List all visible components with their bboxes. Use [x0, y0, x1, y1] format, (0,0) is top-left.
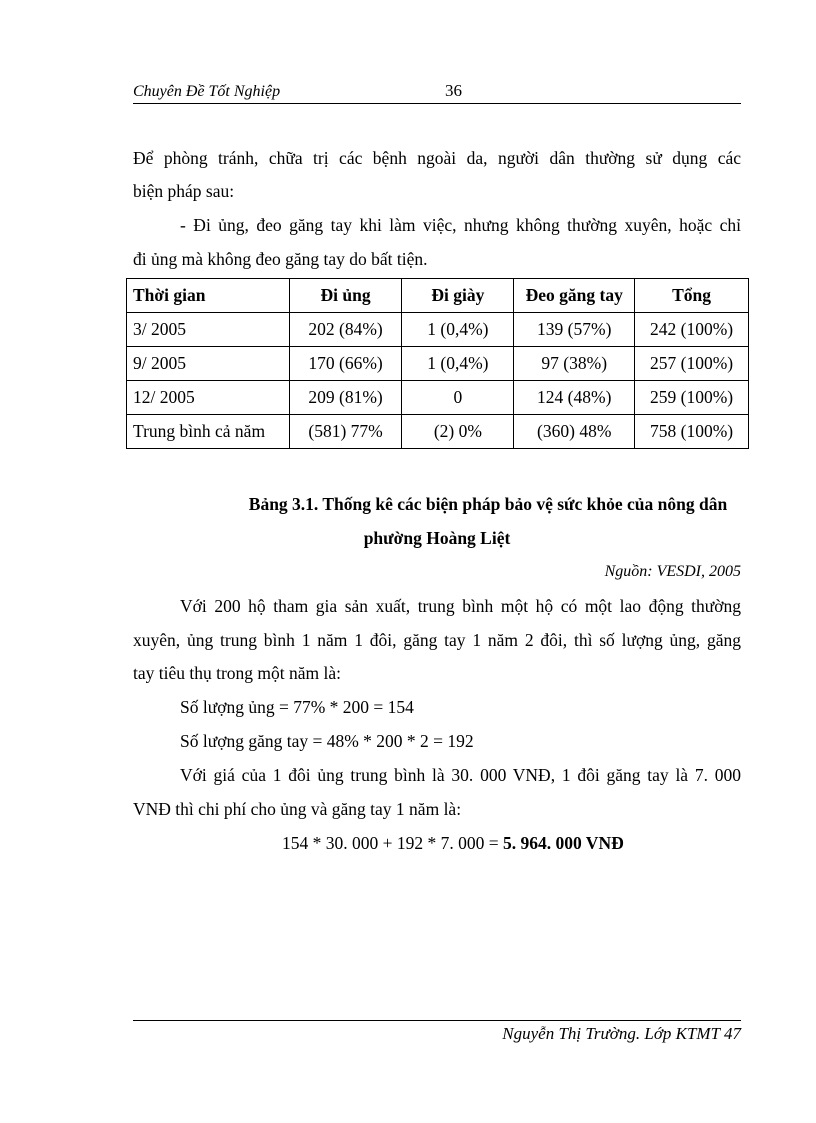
table-header-cell: Thời gian — [127, 279, 290, 313]
calculation-line: Số lượng ủng = 77% * 200 = 154 — [180, 697, 414, 717]
table-source: Nguồn: VESDI, 2005 — [604, 563, 741, 580]
table-cell: Trung bình cả năm — [127, 415, 290, 449]
table-cell: (2) 0% — [402, 415, 514, 449]
paragraph-line: Với 200 hộ tham gia sản xuất, trung bình một hộ có một lao động thường — [180, 596, 741, 616]
paragraph-line: đi ủng mà không đeo găng tay do bất tiện. — [133, 249, 428, 269]
table-cell: 209 (81%) — [289, 381, 402, 415]
header-title: Chuyên Đề Tốt Nghiệp — [133, 83, 281, 100]
table-row — [127, 313, 749, 347]
table-cell: 202 (84%) — [289, 313, 402, 347]
table-cell: 12/ 2005 — [127, 381, 290, 415]
page-number: 36 — [445, 81, 462, 100]
statistics-table — [126, 278, 749, 449]
table-cell: 1 (0,4%) — [402, 347, 514, 381]
paragraph-line: VNĐ thì chi phí cho ủng và găng tay 1 năm là: — [133, 799, 462, 819]
cost-formula — [282, 833, 624, 853]
header-divider — [133, 103, 741, 104]
table-caption: Bảng 3.1. Thống kê các biện pháp bảo vệ sức khỏe của nông dân — [248, 494, 728, 514]
table-cell: 257 (100%) — [635, 347, 749, 381]
table-header-cell: Đi ủng — [289, 279, 402, 313]
paragraph-line: xuyên, ủng trung bình 1 năm 1 đôi, găng tay 1 năm 2 đôi, thì số lượng ủng, găng — [133, 630, 741, 650]
formula-result: 5. 964. 000 VNĐ — [503, 833, 624, 853]
footer-divider — [133, 1020, 741, 1021]
table-row — [127, 347, 749, 381]
formula-expression: 154 * 30. 000 + 192 * 7. 000 = — [282, 833, 503, 853]
paragraph-line: - Đi ủng, đeo găng tay khi làm việc, nhưng không thường xuyên, hoặc chỉ — [180, 215, 741, 235]
table-cell: 139 (57%) — [514, 313, 635, 347]
table-caption-line2: phường Hoàng Liệt — [363, 528, 511, 548]
table-cell: 9/ 2005 — [127, 347, 290, 381]
table-header-row — [127, 279, 749, 313]
table-cell: (360) 48% — [514, 415, 635, 449]
table-cell: 0 — [402, 381, 514, 415]
table-cell: 242 (100%) — [635, 313, 749, 347]
calculation-line: Số lượng găng tay = 48% * 200 * 2 = 192 — [180, 731, 474, 751]
table-header-cell: Đi giày — [402, 279, 514, 313]
paragraph-line: Với giá của 1 đôi ủng trung bình là 30. 000 VNĐ, 1 đôi găng tay là 7. 000 — [180, 765, 741, 785]
paragraph-line: Để phòng tránh, chữa trị các bệnh ngoài da, người dân thường sử dụng các — [133, 148, 741, 168]
footer-author: Nguyễn Thị Trường. Lớp KTMT 47 — [502, 1024, 741, 1043]
table-row — [127, 381, 749, 415]
table-cell: 97 (38%) — [514, 347, 635, 381]
paragraph-line: tay tiêu thụ trong một năm là: — [133, 663, 342, 683]
table-cell: 758 (100%) — [635, 415, 749, 449]
table-header-cell: Tổng — [635, 279, 749, 313]
table-cell: 3/ 2005 — [127, 313, 290, 347]
table-cell: 259 (100%) — [635, 381, 749, 415]
table-cell: 1 (0,4%) — [402, 313, 514, 347]
table-header-cell: Đeo găng tay — [514, 279, 635, 313]
table-cell: (581) 77% — [289, 415, 402, 449]
table-cell: 124 (48%) — [514, 381, 635, 415]
paragraph-line: biện pháp sau: — [133, 181, 235, 201]
table-cell: 170 (66%) — [289, 347, 402, 381]
table-row — [127, 415, 749, 449]
